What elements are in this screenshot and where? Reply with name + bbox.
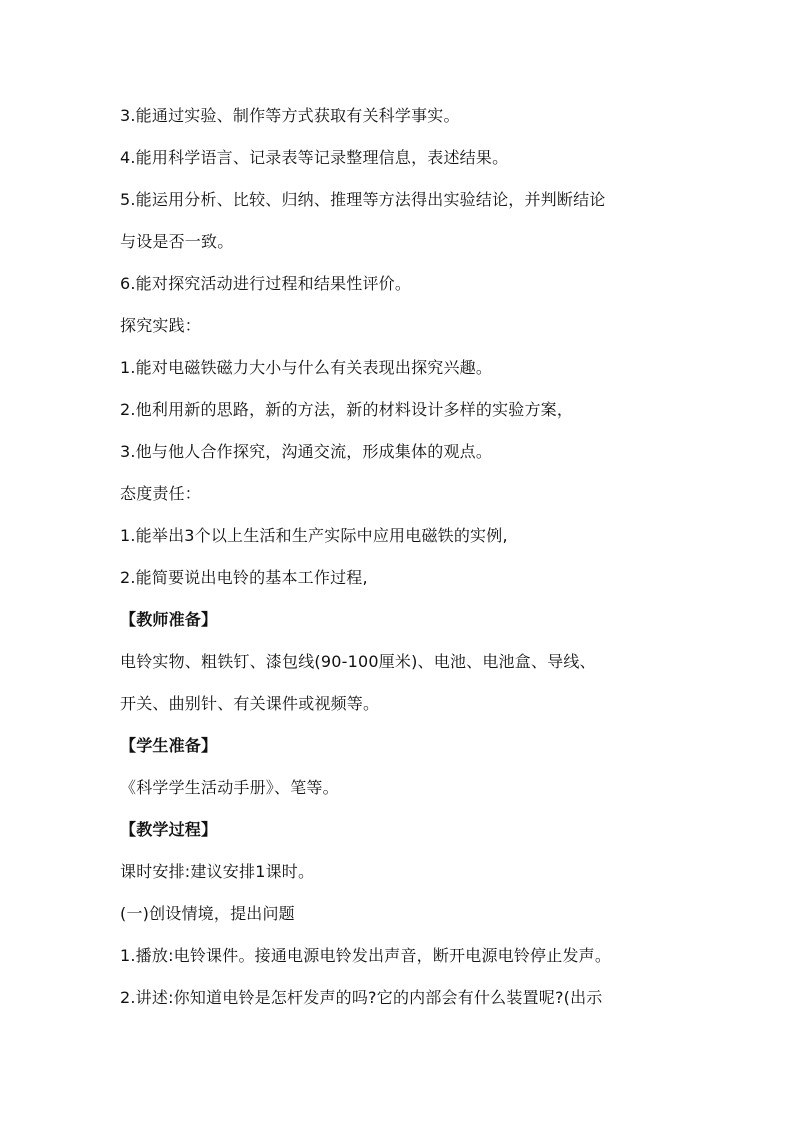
heading-teaching-process: 【教学过程】	[120, 820, 218, 839]
inquiry-item-1: 1.能对电磁铁磁力大小与什么有关表现出探究兴趣。	[120, 358, 493, 377]
section-label-inquiry: 探究实践：	[120, 316, 202, 335]
attitude-item-1: 1.能举出3个以上生活和生产实际中应用电磁铁的实例,	[120, 526, 508, 545]
objective-line-5-continued: 与设是否一致。	[120, 232, 234, 251]
student-materials-line: 《科学学生活动手册》、笔等。	[120, 778, 339, 797]
teacher-materials-line-2: 开关、曲别针、有关课件或视频等。	[120, 694, 380, 713]
inquiry-item-3: 3.他与他人合作探究，沟通交流，形成集体的观点。	[120, 442, 493, 461]
step-one-title: (一)创设情境，提出问题	[120, 904, 295, 923]
inquiry-item-2: 2.他利用新的思路，新的方法，新的材料设计多样的实验方案，	[120, 400, 574, 419]
objective-line-5: 5.能运用分析、比较、归纳、推理等方法得出实验结论，并判断结论	[120, 190, 606, 209]
objective-line-6: 6.能对探究活动进行过程和结果性评价。	[120, 274, 412, 293]
teacher-materials-line-1: 电铃实物、粗铁钉、漆包线(90-100厘米)、电池、电池盒、导线、	[120, 652, 596, 671]
schedule-line: 课时安排:建议安排1课时。	[120, 862, 315, 881]
heading-student-preparation: 【学生准备】	[120, 736, 218, 755]
attitude-item-2: 2.能简要说出电铃的基本工作过程,	[120, 568, 368, 587]
step-one-item-1: 1.播放:电铃课件。接通电源电铃发出声音，断开电源电铃停止发声。	[120, 946, 612, 965]
section-label-attitude: 态度责任：	[120, 484, 202, 503]
heading-teacher-preparation: 【教师准备】	[120, 610, 218, 629]
objective-line-3: 3.能通过实验、制作等方式获取有关科学事实。	[120, 106, 460, 125]
objective-line-4: 4.能用科学语言、记录表等记录整理信息，表述结果。	[120, 148, 509, 167]
step-one-item-2: 2.讲述:你知道电铃是怎杆发声的吗?它的内部会有什么装置呢?(出示	[120, 988, 603, 1007]
